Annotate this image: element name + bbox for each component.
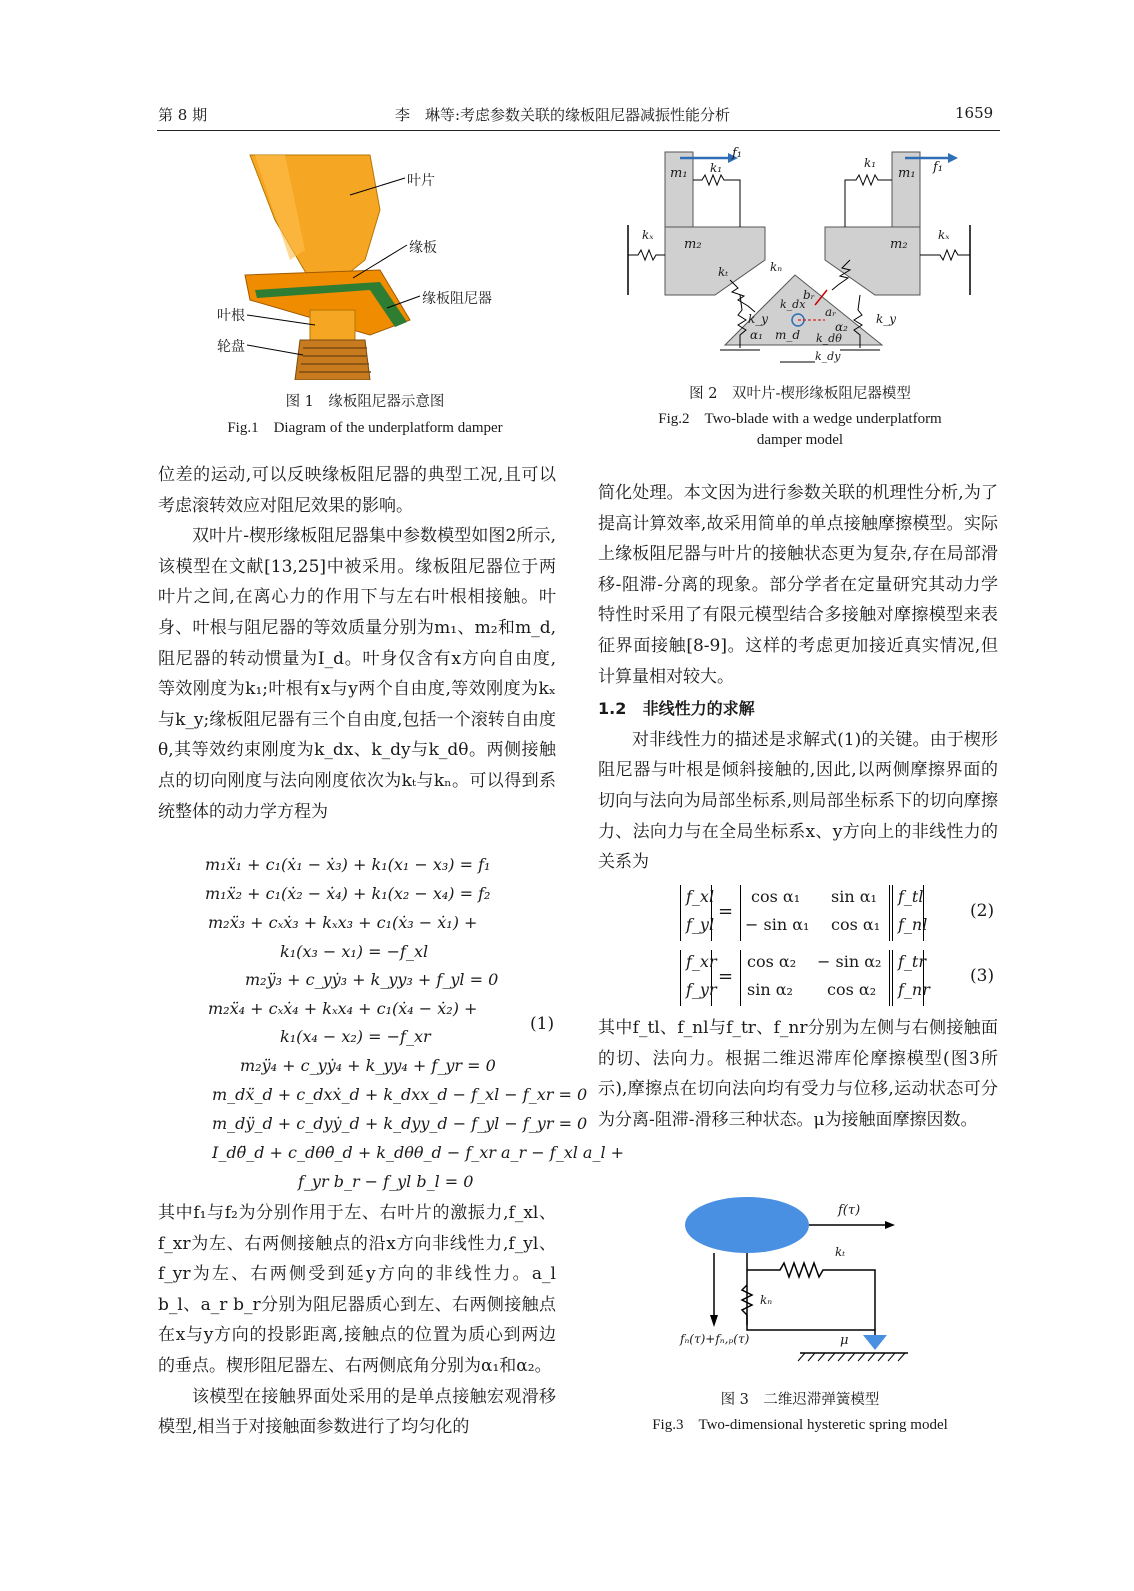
fig3-drawing [680, 1195, 920, 1375]
eq3-m-2: sin α₂ [747, 980, 793, 999]
left-paragraph-2: 双叶片-楔形缘板阻尼器集中参数模型如图2所示,该模型在文献[13,25]中被采用。缘板阻尼器位于两叶片之间,在离心力的作用下与左右叶根相接触。叶身、叶根与阻尼器的等效质量分别为m₁、m₂和m_d,阻尼器的转动惯量为I_d。叶身仅含有x方向自由度,等效刚度为k₁;叶根有x与y两个自由度,等效刚度为kₓ与k_y;缘板阻尼器有三个自由度,包括一个滚转自由度θ,其等效约束刚度为k_dx、k_dy与k_dθ。两侧接触点的切向刚度与法向刚度依次为kₜ与kₙ。可以得到系统整体的动力学方程为 [158, 526, 556, 822]
fig2-label-ky-left: k_y [748, 312, 769, 326]
section-number: 1.2 [598, 699, 627, 719]
left-column-top [158, 460, 556, 827]
eq3-rhs-1: f_nr [898, 980, 930, 999]
eq2-lhs-vector [680, 885, 715, 941]
eq2-m-2: − sin α₁ [745, 915, 810, 934]
fig2-label-kt: kₜ [718, 265, 729, 279]
eq1-line-3: m₂ẍ₃ + cₓẋ₃ + kₓx₃ + c₁(ẋ₃ − ẋ₁) + [208, 913, 478, 932]
figure-3 [680, 1195, 920, 1375]
eq3-equals: = [718, 966, 734, 987]
eq2-matrix [740, 885, 890, 941]
fig2-label-kdy: k_dy [815, 350, 841, 363]
page-number: 1659 [955, 104, 994, 122]
fig2-label-ky-right: k_y [876, 312, 897, 326]
label-blade: 叶片 [407, 173, 435, 189]
eq2-equals: = [718, 901, 734, 922]
fig2-label-a1: α₁ [750, 328, 763, 342]
right-column-bottom [598, 1013, 998, 1135]
eq2-rhs-vector [892, 885, 928, 941]
fig3-caption-en: Fig.3 Two-dimensional hysteretic spring model [652, 1417, 948, 1433]
label-platform: 缘板 [409, 240, 437, 256]
eq3-lhs-0: f_xr [686, 952, 717, 971]
running-title: 李 琳等:考虑参数关联的缘板阻尼器减振性能分析 [395, 106, 731, 124]
fig2-label-f1-right: f₁ [933, 160, 944, 175]
left-paragraph-4: 该模型在接触界面处采用的是单点接触宏观滑移模型,相当于对接触面参数进行了均匀化的 [158, 1386, 556, 1438]
eq3-m-3: cos α₂ [827, 980, 877, 999]
fig2-label-md: m_d [775, 328, 801, 342]
fig2-caption-en-1: Fig.2 Two-blade with a wedge underplatform [658, 411, 942, 427]
right-paragraph-1: 简化处理。本文因为进行参数关联的机理性分析,为了提高计算效率,故采用简单的单点接触摩擦模型。实际上缘板阻尼器与叶片的接触状态更为复杂,存在局部滑移-阻滞-分离的现象。部分学者在定量研究其动力学特性时采用了有限元模型结合多接触对摩擦模型来表征界面接触[8-9]。这样的考虑更加接近真实情况,但计算量相对较大。 [598, 483, 998, 687]
left-column-bottom [158, 1198, 556, 1443]
fig3-label-kn: kₙ [760, 1293, 773, 1307]
eq3-lhs-vector [680, 950, 717, 1006]
fig2-label-kx-left: kₓ [642, 228, 654, 242]
eq2-m-1: sin α₁ [831, 887, 877, 906]
fig2-label-ar: aᵣ [825, 305, 837, 319]
fig2-label-m2-right: m₂ [890, 237, 908, 252]
section-title: 非线性力的求解 [642, 699, 755, 719]
fig3-label-normal: fₙ(τ)+fₙ,ₚ(τ) [680, 1332, 750, 1346]
eq2-lhs-0: f_xl [686, 887, 715, 906]
right-paragraph-3: 其中f_tl、f_nl与f_tr、f_nr分别为左侧与右侧接触面的切、法向力。根据二维迟滞库伦摩擦模型(图3所示),摩擦点在切向法向均有受力与位移,运动状态可分为分离-阻滞-滑移三种状态。μ为接触面摩擦因数。 [598, 1018, 998, 1130]
eq1-line-10: m_dÿ_d + c_dyẏ_d + k_dyy_d − f_yl − f_yr = 0 [212, 1114, 588, 1133]
eq3-rhs-vector [892, 950, 930, 1006]
eq1-line-11: I_dθ̈_d + c_dθθ̇_d + k_dθθ_d − f_xr a_r − f_xl a_l + [212, 1143, 625, 1162]
fig2-label-m2-left: m₂ [684, 237, 702, 252]
eq1-line-4: k₁(x₃ − x₁) = −f_xl [280, 942, 429, 961]
disk-shape [295, 340, 370, 380]
eq3-matrix [740, 950, 890, 1006]
fig2-label-kdt: k_dθ [816, 332, 842, 345]
fig3-caption-cn: 图 3 二维迟滞弹簧模型 [720, 1392, 880, 1408]
fig1-caption-en: Fig.1 Diagram of the underplatform damper [227, 420, 503, 436]
fig2-label-k1-left: k₁ [710, 161, 723, 175]
fig2-label-kx-right: kₓ [938, 228, 950, 242]
eq1-line-9: m_dẍ_d + c_dxẋ_d + k_dxx_d − f_xl − f_xr = 0 [212, 1085, 588, 1104]
root-shape [310, 310, 355, 340]
eq1-line-2: m₁ẍ₂ + c₁(ẋ₂ − ẋ₄) + k₁(x₂ − x₄) = f₂ [205, 884, 491, 903]
figure-1 [195, 150, 525, 380]
fig3-contact-ellipse [685, 1197, 809, 1253]
eq2-m-0: cos α₁ [751, 887, 801, 906]
fig3-label-force: f(τ) [838, 1203, 861, 1218]
eq2-number: (2) [970, 901, 995, 921]
label-root: 叶根 [217, 308, 245, 324]
eq1-line-1: m₁ẍ₁ + c₁(ẋ₁ − ẋ₃) + k₁(x₁ − x₃) = f₁ [205, 855, 491, 874]
fig3-label-mu: μ [840, 1333, 849, 1348]
eq1-line-12: f_yr b_r − f_yl b_l = 0 [298, 1172, 474, 1191]
right-paragraph-2: 对非线性力的描述是求解式(1)的关键。由于楔形阻尼器与叶根是倾斜接触的,因此,以两侧摩擦界面的切向与法向为局部坐标系,则局部坐标系下的切向摩擦力、法向力与在全局坐标系x、y方向上的非线性力的关系为 [598, 729, 998, 873]
fig2-label-a2: α₂ [835, 320, 848, 334]
equation-2 [680, 885, 1000, 945]
eq3-rhs-0: f_tr [898, 952, 926, 971]
eq3-m-1: − sin α₂ [817, 952, 882, 971]
fig2-label-kn: kₙ [770, 260, 783, 274]
eq3-m-0: cos α₂ [747, 952, 797, 971]
eq2-rhs-0: f_tl [898, 887, 924, 906]
eq2-rhs-1: f_nl [898, 915, 928, 934]
eq2-lhs-1: f_yl [686, 915, 715, 934]
eq3-lhs-1: f_yr [686, 980, 717, 999]
section-heading [598, 694, 998, 725]
fig2-label-f1-left: f₁ [732, 146, 743, 161]
fig3-label-kt: kₜ [835, 1245, 846, 1259]
fig2-label-br: bᵣ [803, 288, 815, 302]
left-paragraph-3: 其中f₁与f₂为分别作用于左、右叶片的激振力,f_xl、f_xr为左、右两侧接触点的沿x方向非线性力,f_yl、f_yr为左、右两侧受到延y方向的非线性力。a_l b_l、a_r b_r分别为阻尼器质心到左、右两侧接触点在x与y方向的投影距离,接触点的位置为质心到两边的垂点。楔形阻尼器左、右两侧底角分别为α₁和α₂。 [158, 1203, 556, 1376]
fig2-caption-cn: 图 2 双叶片-楔形缘板阻尼器模型 [689, 386, 911, 402]
eq2-m-3: cos α₁ [831, 915, 881, 934]
label-disk: 轮盘 [217, 339, 245, 355]
eq1-line-7: k₁(x₄ − x₂) = −f_xr [280, 1027, 431, 1046]
fig2-label-kdx: k_dx [780, 298, 806, 311]
fig1-caption-cn: 图 1 缘板阻尼器示意图 [285, 394, 445, 410]
equation-3 [680, 950, 1000, 1010]
eq1-number: (1) [530, 1014, 555, 1034]
left-paragraph-1: 位差的运动,可以反映缘板阻尼器的典型工况,且可以考虑滚转效应对阻尼效果的影响。 [158, 465, 556, 516]
issue-number: 第 8 期 [158, 106, 208, 124]
eq1-line-5: m₂ÿ₃ + c_yẏ₃ + k_yy₃ + f_yl = 0 [245, 970, 499, 989]
fig2-label-m1-right: m₁ [898, 166, 916, 181]
figure-2 [620, 140, 980, 375]
label-damper: 缘板阻尼器 [422, 291, 492, 307]
header-rule [157, 130, 1000, 131]
right-column-top [598, 478, 998, 878]
eq3-number: (3) [970, 966, 995, 986]
eq1-line-8: m₂ÿ₄ + c_yẏ₄ + k_yy₄ + f_yr = 0 [240, 1056, 496, 1075]
eq1-line-6: m₂ẍ₄ + cₓẋ₄ + kₓx₄ + c₁(ẋ₄ − ẋ₂) + [208, 999, 478, 1018]
fig2-caption-en-2: damper model [756, 432, 844, 448]
fig2-label-k1-right: k₁ [864, 156, 877, 170]
fig2-label-m1-left: m₁ [670, 166, 688, 181]
